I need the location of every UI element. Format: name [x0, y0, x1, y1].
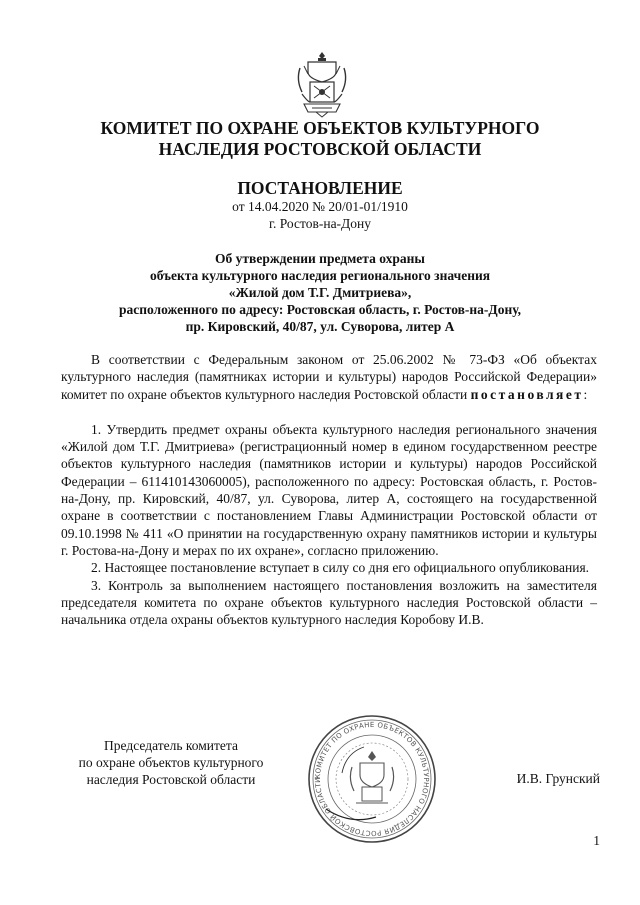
item-3-paragraph: 3. Контроль за выполнением настоящего постановления возложить на заместителя председателя комитета по охране объектов культурного наследия Ростовской области – начальника отдела охраны объектов культурного наследия Коробову И.В.: [61, 577, 597, 628]
subject-line: пр. Кировский, 40/87, ул. Суворова, литер А: [185, 319, 455, 334]
subject-line: «Жилой дом Т.Г. Дмитриева»,: [228, 285, 412, 300]
page-number: 1: [593, 833, 600, 848]
item-1-paragraph: 1. Утвердить предмет охраны объекта культурного наследия регионального значения «Жилой дом Т.Г. Дмитриева» (регистрационный номер в едином государственном реестре объектов культурного наследия (памятников истории и культуры) народов Российской Федерации – 611410143060005), расположенного по адресу: Ростовская область, г. Ростов-на-Дону, пр. Кировский, 40/87, ул. Суворова, литер А, состоящего на государственной охране в соответствии с постановлением Главы Администрации Ростовской области от 09.10.1998 № 411 «О принятии на государственную охрану памятников истории и культуры г. Ростова-на-Дону и мерах по их охране», согласно приложению.: [61, 421, 597, 558]
subject-line: расположенного по адресу: Ростовская область, г. Ростов-на-Дону,: [118, 302, 522, 317]
signatory-title-line: Председатель комитета: [104, 738, 238, 753]
official-seal-stamp: [306, 713, 438, 845]
org-line-2: НАСЛЕДИЯ РОСТОВСКОЙ ОБЛАСТИ: [158, 139, 482, 159]
document-type: ПОСТАНОВЛЕНИЕ: [237, 178, 403, 198]
signatory-name: И.В. Грунский: [516, 771, 600, 786]
preamble-text: В соответствии с Федеральным законом от 25.06.2002 № 73-ФЗ «Об объектах культурного наследия (памятниках истории и культуры) народов Российской Федерации» комитет по охране объектов культурного наследия Ростовской области: [61, 352, 597, 402]
preamble-end: :: [583, 386, 588, 402]
document-date-number: от 14.04.2020 № 20/01-01/1910: [232, 199, 408, 214]
subject-line: Об утверждении предмета охраны: [215, 251, 425, 266]
document-subject: [40, 250, 600, 335]
coat-of-arms-emblem: [294, 50, 350, 118]
svg-text:КОМИТЕТ ПО ОХРАНЕ ОБЪЕКТОВ КУЛ: КОМИТЕТ ПО ОХРАНЕ ОБЪЕКТОВ КУЛЬТУРНОГО НАСЛЕДИЯ РОСТОВСКОЙ ОБЛАСТИ: [313, 720, 431, 838]
item-2-paragraph: 2. Настоящее постановление вступает в силу со дня его официального опубликования.: [91, 560, 590, 576]
signatory-title: [61, 737, 281, 788]
org-line-1: КОМИТЕТ ПО ОХРАНЕ ОБЪЕКТОВ КУЛЬТУРНОГО: [100, 118, 540, 138]
subject-line: объекта культурного наследия регионального значения: [149, 268, 491, 283]
preamble-paragraph: [61, 351, 597, 403]
document-meta: [40, 198, 600, 232]
signatory-title-line: по охране объектов культурного: [78, 755, 264, 770]
organization-name: [40, 118, 600, 160]
document-body: [61, 351, 597, 628]
document-city: г. Ростов-на-Дону: [268, 216, 371, 231]
signatory-title-line: наследия Ростовской области: [86, 772, 256, 787]
resolution-keyword: постановляет: [470, 386, 584, 402]
